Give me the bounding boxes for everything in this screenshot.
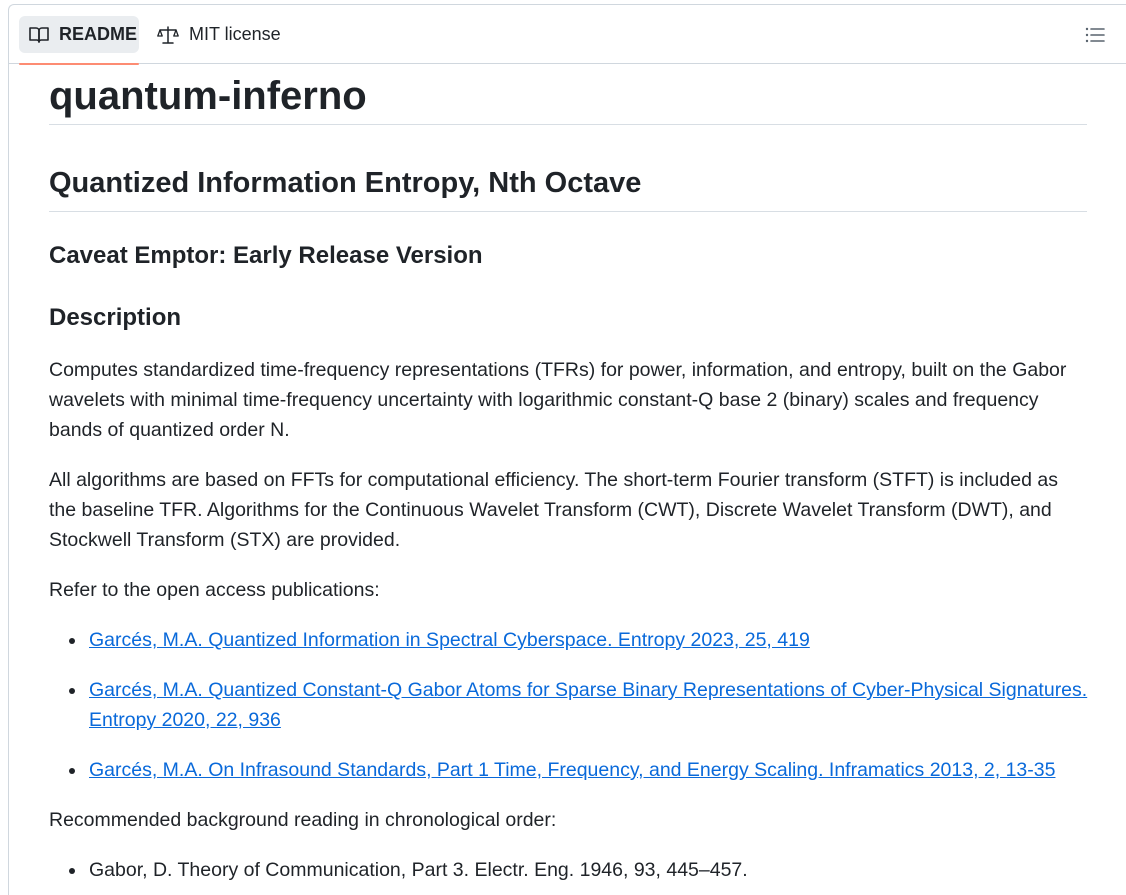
section-heading-caveat: Caveat Emptor: Early Release Version (49, 242, 483, 269)
tab-mit-license[interactable] (157, 16, 297, 53)
tab-license-label: MIT license (189, 24, 281, 44)
description-paragraph-1: Computes standardized time-frequency representations (TFRs) for power, information, and entropy, built on the Gabor wavelets with minimal time-frequency uncertainty with logarithmic constant-Q base 2 (binary) scales and frequency bands of quantized order N. (49, 359, 1067, 441)
readme-panel (8, 4, 1126, 895)
scale-icon (157, 25, 179, 45)
list-icon (1085, 27, 1105, 43)
publications-intro: Refer to the open access publications: (49, 579, 380, 601)
tab-readme[interactable] (19, 16, 139, 53)
readme-content (49, 63, 1088, 881)
table-of-contents-button[interactable] (1081, 21, 1109, 49)
book-icon (29, 26, 49, 44)
tab-readme-label: README (59, 24, 138, 44)
publication-link-3[interactable]: Garcés, M.A. On Infrasound Standards, Part 1 Time, Frequency, and Energy Scaling. Inframatics 2013, 2, 13-35 (89, 759, 1056, 781)
page-title: quantum-inferno (49, 63, 1087, 125)
publication-link-1[interactable]: Garcés, M.A. Quantized Information in Spectral Cyberspace. Entropy 2023, 25, 419 (89, 629, 810, 651)
publication-link-2[interactable]: Garcés, M.A. Quantized Constant-Q Gabor Atoms for Sparse Binary Representations of Cyber-Physical Signatures. Entropy 2020, 22, 936 (89, 679, 1088, 731)
description-paragraph-2: All algorithms are based on FFTs for computational efficiency. The short-term Fourier transform (STFT) is included as the baseline TFR. Algorithms for the Continuous Wavelet Transform (CWT), Discrete Wavelet Transform (DWT), and Stockwell Transform (STX) are provided. (49, 469, 1058, 551)
bullet (69, 638, 75, 644)
section-heading-subtitle: Quantized Information Entropy, Nth Octave (49, 165, 1087, 212)
readme-tab-bar (9, 5, 1126, 64)
section-heading-description: Description (49, 304, 182, 331)
bullet (69, 768, 75, 774)
reading-item-1: Gabor, D. Theory of Communication, Part 3. Electr. Eng. 1946, 93, 445–457. (89, 859, 748, 881)
reading-intro: Recommended background reading in chronological order: (49, 809, 557, 831)
bullet (69, 868, 75, 874)
bullet (69, 688, 75, 694)
